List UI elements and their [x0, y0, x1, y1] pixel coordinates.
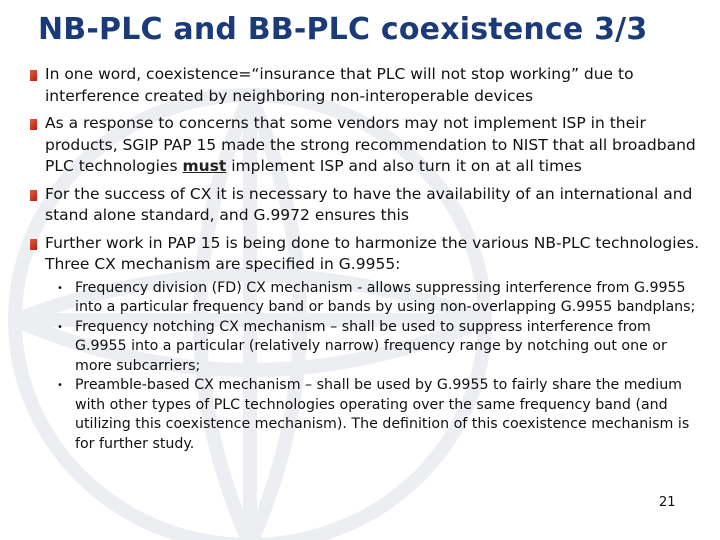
bullet-text: In one word, coexistence=“insurance that PLC will not stop working” due to interference created by neighboring non-interoperable devices: [45, 65, 634, 105]
sub-bullet-item: [45, 318, 700, 377]
bullet-text-before: As a response to concerns that some vendors may not implement ISP in their products, SGIP PAP 15 made the strong recommendation to NIST that all broadband PLC technologies: [45, 114, 696, 175]
bullet-list: [30, 64, 700, 460]
bullet-marker-icon: [30, 119, 37, 130]
bullet-dot-icon: •: [57, 380, 63, 391]
bullet-marker-icon: [30, 190, 37, 201]
sub-bullet-item: [45, 376, 700, 454]
sub-bullet-text: Frequency division (FD) CX mechanism - allows suppressing interference from G.9955 into a particular frequency band or bands by using non-overlapping G.9955 bandplans;: [75, 279, 696, 315]
slide-title: NB-PLC and BB-PLC coexistence 3/3: [38, 12, 648, 47]
page-number: 21: [659, 495, 676, 510]
bullet-item: [30, 64, 700, 107]
bullet-marker-icon: [30, 239, 37, 250]
sub-bullet-text: Frequency notching CX mechanism – shall be used to suppress interference from G.9955 into a particular (relatively narrow) frequency range by notching out one or more subcarriers;: [75, 318, 667, 374]
sub-bullet-text: Preamble-based CX mechanism – shall be used by G.9955 to fairly share the medium with other types of PLC technologies operating over the same frequency band (and utilizing this coexistence mechanism). The definition of this coexistence mechanism is for further study.: [75, 377, 690, 452]
bullet-dot-icon: •: [57, 321, 63, 333]
bullet-dot-icon: •: [57, 282, 63, 294]
bullet-item: [30, 113, 700, 178]
emphasis-must: must: [182, 157, 227, 175]
sub-bullet-item: [45, 279, 700, 318]
bullet-text: Further work in PAP 15 is being done to harmonize the various NB-PLC technologies. Three CX mechanism are specified in G.9955:: [45, 233, 700, 273]
bullet-text: For the success of CX it is necessary to have the availability of an international and stand alone standard, and G.9972 ensures this: [45, 184, 693, 224]
bullet-marker-icon: [30, 70, 37, 81]
bullet-text-after: implement ISP and also turn it on at all times: [226, 157, 582, 175]
bullet-item: [30, 184, 700, 227]
bullet-item: [30, 233, 700, 455]
sub-bullet-list: [45, 279, 700, 455]
